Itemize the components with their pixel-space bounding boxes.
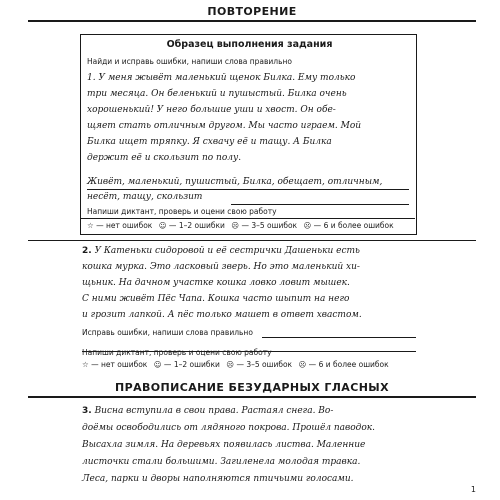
exercise-2-line: С ними живёт Пёс Чапа. Кошка часто шыпит на него — [82, 294, 350, 304]
sample-corrected-line: Живёт, маленький, пушистый, Билка, обещает, отличным, — [87, 177, 383, 187]
exercise-3-line: Леса, парки и дворы наполняются птичьими голосами. — [82, 474, 354, 484]
exercise-2-line: щьник. На дачном участке кошка ловко ловит мышек. — [82, 278, 350, 288]
section-heading-repetition: ПОВТОРЕНИЕ — [28, 4, 476, 22]
page-number: 1 — [470, 485, 476, 494]
exercise-2-line: 2. У Катеньки сидоровой и её сестрички Дашеньки есть — [82, 246, 360, 256]
legend-smile-icon: ☺ — 1–2 ошибки — [158, 221, 225, 230]
legend-neutral-icon: ☹ — 3–5 ошибок — [226, 360, 293, 369]
sample-text-line: щяет стать отличным другом. Мы часто играем. Мой — [87, 121, 362, 131]
section-divider — [28, 240, 476, 241]
legend-smile-icon: ☺ — 1–2 ошибки — [153, 360, 220, 369]
sample-check-instruction: Напиши диктант, проверь и оцени свою работу — [87, 207, 277, 216]
legend-star-icon: ☆ — нет ошибок — [82, 360, 148, 369]
answer-line — [231, 204, 409, 205]
exercise-number: 2. — [82, 246, 92, 256]
exercise-number: 3. — [82, 406, 92, 416]
exercise-3-line: Высахла зимля. На деревьях появилась листва. Маленние — [82, 440, 366, 450]
sample-box-title: Образец выполнения задания — [166, 39, 333, 50]
sample-corrected-line: несёт, тащу, скользит — [87, 192, 203, 202]
sample-text-line: хорошенький! У него большие уши и хвост. Он обе- — [87, 105, 336, 115]
sample-text-line: три месяца. Он беленький и пушыстый. Билка очень — [87, 89, 347, 99]
sample-task-box — [80, 34, 417, 235]
answer-line[interactable] — [262, 337, 416, 338]
exercise-2-grading-legend — [82, 360, 393, 370]
legend-star-icon: ☆ — нет ошибок — [87, 221, 153, 230]
exercise-2-line: кошка мурка. Это ласковый зверь. Но это маленький хи- — [82, 262, 360, 272]
exercise-2-line: и грозит лапкой. А пёс только машет в ответ хвастом. — [82, 310, 362, 320]
sample-text-line: 1. У меня жывёт маленький щенок Билка. Ему только — [87, 73, 356, 83]
sample-text-line: держит её и скользит по полу. — [87, 153, 242, 163]
exercise-3-line: доёмы освободились от лядяного покрова. Прошёл паводок. — [82, 423, 376, 433]
exercise-2-instruction: Исправь ошибки, напиши слова правильно — [82, 328, 253, 337]
sample-text-line: Билка ищет тряпку. Я схвачу её и тащу. А Билка — [87, 137, 332, 147]
legend-neutral-icon: ☹ — 3–5 ошибок — [231, 221, 298, 230]
sample-instruction: Найди и исправь ошибки, напиши слова правильно — [87, 57, 292, 66]
exercise-3-line: 3. Висна вступила в свои права. Растаял снега. Во- — [82, 406, 334, 416]
exercise-3-line: листочки стали большими. Загиленела молодая травка. — [82, 457, 361, 467]
legend-separator — [81, 218, 415, 219]
exercise-2-check-instruction: Напиши диктант, проверь и оцени свою работу — [82, 348, 272, 357]
legend-sad-icon: ☹ — 6 и более ошибок — [303, 221, 394, 230]
legend-sad-icon: ☹ — 6 и более ошибок — [298, 360, 389, 369]
sample-grading-legend — [87, 221, 398, 231]
section-heading-unstressed-vowels: ПРАВОПИСАНИЕ БЕЗУДАРНЫХ ГЛАСНЫХ — [28, 380, 476, 398]
